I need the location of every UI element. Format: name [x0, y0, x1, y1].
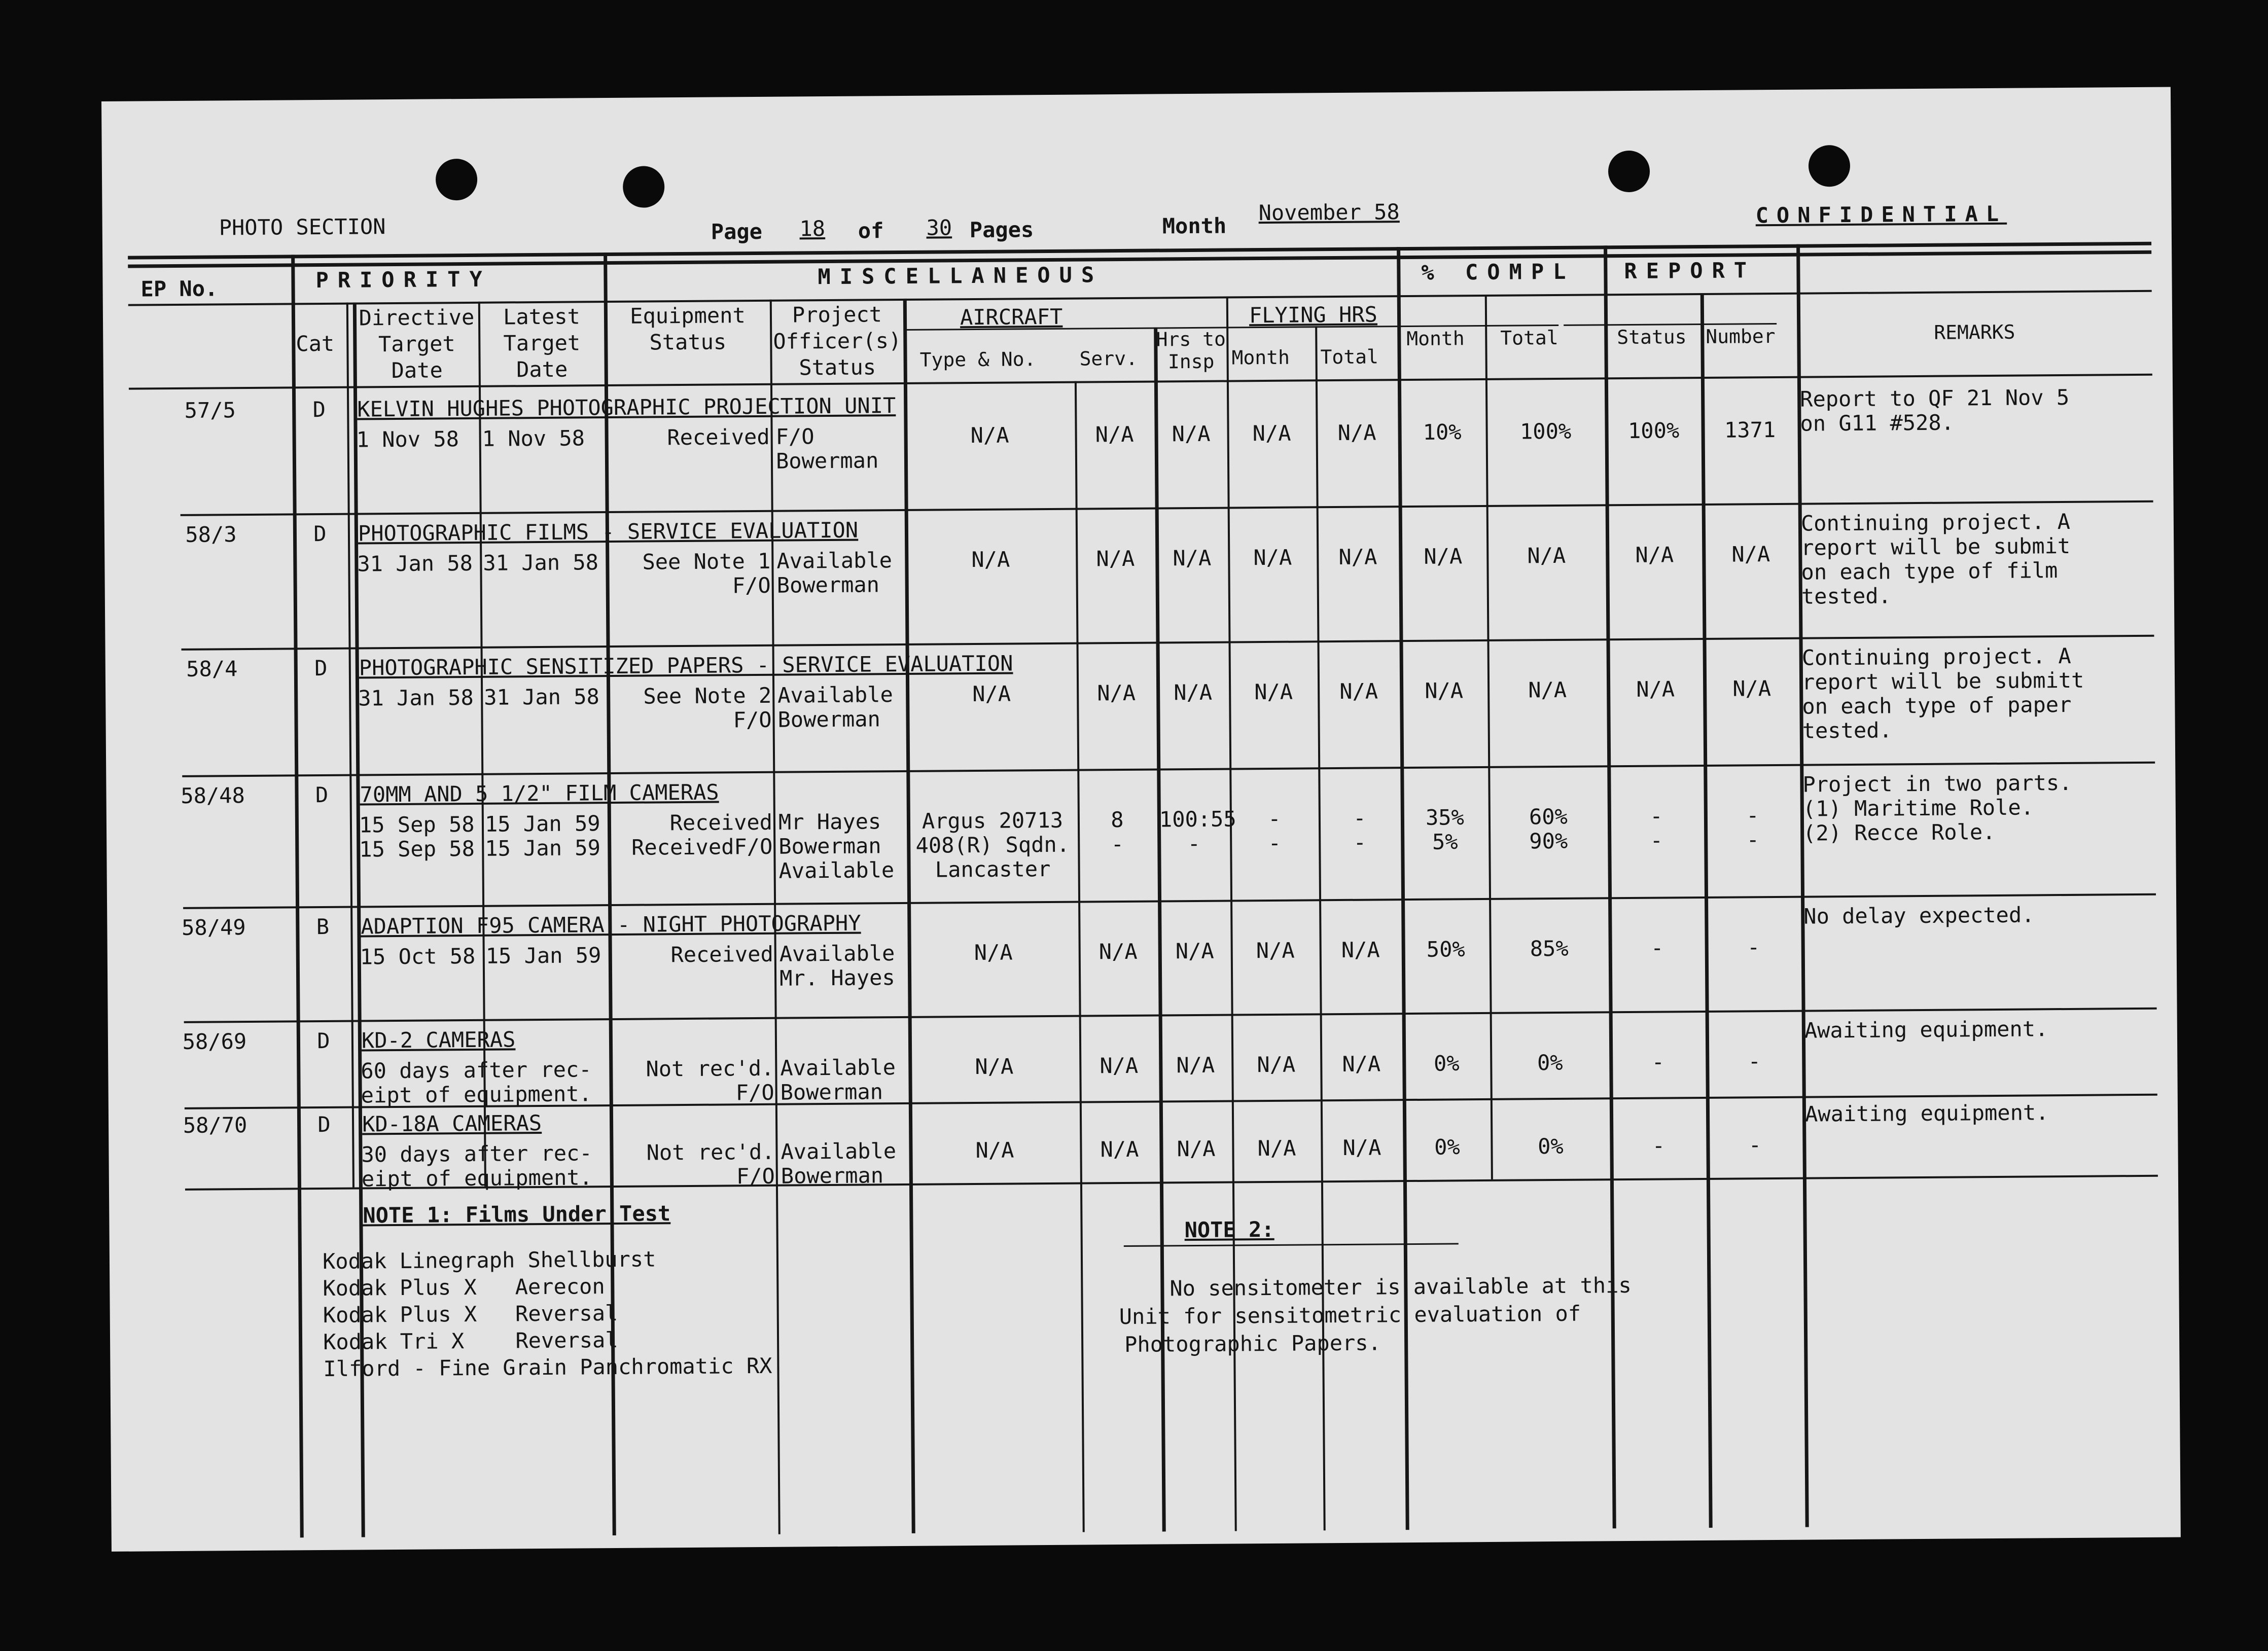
- cat-code: D: [315, 782, 329, 808]
- directive-cell: eipt of equipment.: [361, 1081, 592, 1108]
- remarks-cell: Continuing project. A: [1801, 643, 2071, 670]
- remarks-cell: Report to QF 21 Nov 5: [1800, 384, 2070, 412]
- hrs-cell: N/A: [1174, 679, 1213, 705]
- fmonth-cell: N/A: [1257, 1135, 1296, 1161]
- officer-cell: Available: [777, 682, 893, 708]
- note-1-line: Kodak Plus X Aerecon: [323, 1274, 605, 1301]
- directive-cell: 1 Nov 58: [356, 426, 459, 452]
- project-title: KD-2 CAMERAS: [361, 1027, 516, 1053]
- officer-cell: Available: [781, 1138, 897, 1164]
- latest-cell: 15 Jan 59: [485, 835, 601, 861]
- officer-cell: Bowerman: [778, 833, 881, 859]
- officer-cell: Available: [779, 941, 895, 966]
- page-header: [101, 87, 2171, 244]
- project-title: KD-18A CAMERAS: [362, 1110, 542, 1137]
- project-title: 70MM AND 5 1/2" FILM CAMERAS: [360, 779, 719, 807]
- header-flying-total: Total: [1320, 345, 1379, 369]
- note-1-line: Kodak Linegraph Shellburst: [322, 1246, 656, 1274]
- latest-cell: 1 Nov 58: [482, 425, 585, 451]
- document-sheet: [101, 87, 2181, 1552]
- officer-cell: Bowerman: [775, 448, 879, 474]
- header-ep-no: EP No.: [140, 276, 218, 302]
- header-report-number: Number: [1706, 325, 1776, 348]
- header-percent-compl: % COMPL: [1421, 259, 1575, 285]
- header-serv: Serv.: [1079, 347, 1138, 370]
- officer-cell: Mr. Hayes: [779, 965, 895, 991]
- ctotal-cell: 0%: [1537, 1133, 1564, 1159]
- rstatus-cell: N/A: [1636, 676, 1675, 702]
- serv-cell: N/A: [1100, 1136, 1139, 1162]
- equipment-cell: See Note 1: [642, 548, 771, 575]
- hrs-cell: N/A: [1172, 421, 1211, 447]
- project-title: ADAPTION F95 CAMERA - NIGHT PHOTOGRAPHY: [361, 910, 861, 939]
- project-title: PHOTOGRAPHIC SENSITIZED PAPERS - SERVICE EVALUATION: [359, 651, 1013, 680]
- officer-cell: Available: [780, 1055, 896, 1081]
- aircraft-cell: N/A: [974, 940, 1013, 965]
- directive-cell: 15 Oct 58: [360, 943, 476, 970]
- header-latest-date: Latest Target Date: [503, 304, 581, 382]
- remarks-cell: tested.: [1802, 717, 1892, 743]
- ftotal-cell: N/A: [1338, 544, 1377, 569]
- aircraft-cell: N/A: [972, 681, 1011, 707]
- header-priority: PRIORITY: [315, 266, 491, 293]
- ctotal-cell: 90%: [1529, 828, 1568, 854]
- officer-cell: Mr Hayes: [778, 809, 881, 835]
- rstatus-cell: 100%: [1627, 418, 1680, 444]
- rnumber-cell: -: [1748, 1132, 1762, 1158]
- cat-code: B: [316, 914, 330, 940]
- cmonth-cell: 5%: [1432, 829, 1458, 854]
- officer-cell: Available: [776, 548, 893, 573]
- month-value: November 58: [1258, 199, 1400, 226]
- equipment-cell: Received: [670, 941, 773, 967]
- serv-cell: N/A: [1095, 421, 1134, 447]
- month-label: Month: [1162, 213, 1227, 239]
- fmonth-cell: N/A: [1252, 420, 1291, 446]
- directive-cell: 31 Jan 58: [357, 550, 473, 577]
- ftotal-cell: N/A: [1342, 1051, 1381, 1076]
- fmonth-cell: -: [1268, 806, 1281, 831]
- cmonth-cell: 10%: [1423, 419, 1462, 445]
- punch-hole: [436, 159, 478, 201]
- serv-cell: 8: [1111, 807, 1124, 833]
- note-2-title: NOTE 2:: [1184, 1216, 1274, 1243]
- header-compl-month: Month: [1406, 327, 1465, 350]
- header-hrs-to-insp: Hrs to Insp: [1156, 328, 1226, 373]
- hrs-cell: -: [1187, 831, 1201, 856]
- aircraft-cell: N/A: [970, 422, 1009, 448]
- latest-cell: 31 Jan 58: [483, 550, 599, 576]
- rnumber-cell: N/A: [1731, 542, 1770, 567]
- serv-cell: N/A: [1096, 546, 1135, 571]
- serv-cell: N/A: [1097, 680, 1136, 706]
- ctotal-cell: 100%: [1519, 418, 1572, 444]
- page-number: 18: [799, 216, 826, 241]
- ftotal-cell: N/A: [1339, 678, 1378, 704]
- ftotal-cell: N/A: [1341, 937, 1380, 962]
- page-word: Page: [711, 219, 763, 244]
- rnumber-cell: -: [1747, 935, 1760, 960]
- total-pages: 30: [926, 215, 952, 240]
- equipment-cell: F/O: [735, 1080, 774, 1105]
- ftotal-cell: N/A: [1337, 420, 1376, 445]
- ftotal-cell: -: [1353, 805, 1366, 831]
- directive-cell: eipt of equipment.: [361, 1165, 593, 1192]
- cmonth-cell: 35%: [1425, 805, 1465, 830]
- equipment-cell: Received: [667, 424, 770, 450]
- equipment-cell: F/O: [733, 707, 772, 733]
- cat-code: D: [313, 521, 327, 547]
- header-project-officer: Project Officer(s) Status: [773, 302, 902, 380]
- cat-code: D: [312, 397, 326, 422]
- note-2-line: No sensitometer is available at this: [1170, 1272, 1632, 1301]
- ctotal-cell: N/A: [1527, 543, 1566, 568]
- hrs-cell: N/A: [1173, 545, 1212, 571]
- header-cat: Cat: [296, 331, 335, 356]
- header-remarks: REMARKS: [1934, 320, 2015, 344]
- rstatus-cell: -: [1650, 828, 1663, 853]
- ep-number: 58/3: [185, 522, 237, 547]
- remarks-cell: Project in two parts.: [1802, 770, 2072, 797]
- latest-cell: 31 Jan 58: [484, 684, 599, 710]
- header-report: REPORT: [1624, 258, 1756, 284]
- officer-cell: Bowerman: [781, 1163, 884, 1189]
- table-grid: [101, 87, 2171, 101]
- ftotal-cell: -: [1353, 830, 1367, 855]
- cmonth-cell: 0%: [1434, 1134, 1460, 1160]
- ctotal-cell: 85%: [1530, 936, 1569, 961]
- cat-code: D: [314, 655, 328, 681]
- classification-stamp: CONFIDENTIAL: [1755, 201, 2007, 228]
- directive-cell: 31 Jan 58: [358, 685, 474, 711]
- officer-cell: Bowerman: [776, 572, 880, 598]
- fmonth-cell: -: [1268, 830, 1282, 855]
- rstatus-cell: -: [1650, 803, 1663, 829]
- header-miscellaneous: MISCELLANEOUS: [818, 262, 1104, 290]
- rstatus-cell: -: [1650, 935, 1664, 960]
- note-1-line: Kodak Plus X Reversal: [323, 1300, 618, 1328]
- project-title: PHOTOGRAPHIC FILMS - SERVICE EVALUATION: [358, 517, 859, 546]
- serv-cell: N/A: [1100, 1053, 1139, 1079]
- rnumber-cell: N/A: [1732, 676, 1771, 701]
- pages-word: Pages: [969, 217, 1034, 243]
- equipment-cell: Received: [669, 809, 773, 836]
- cmonth-cell: N/A: [1425, 678, 1464, 703]
- fmonth-cell: N/A: [1256, 938, 1295, 963]
- remarks-cell: report will be submit: [1801, 533, 2071, 560]
- rnumber-cell: -: [1746, 803, 1759, 828]
- aircraft-cell: Lancaster: [935, 856, 1051, 882]
- rstatus-cell: -: [1651, 1049, 1665, 1074]
- project-title: KELVIN HUGHES PHOTOGRAPHIC PROJECTION UNIT: [357, 393, 896, 422]
- remarks-cell: (2) Recce Role.: [1802, 819, 1996, 846]
- ep-number: 58/4: [186, 656, 238, 681]
- equipment-cell: ReceivedF/O: [631, 834, 773, 860]
- ep-number: 58/69: [182, 1029, 247, 1054]
- equipment-cell: F/O: [732, 572, 771, 598]
- equipment-cell: See Note 2: [643, 683, 772, 709]
- rstatus-cell: -: [1652, 1133, 1665, 1158]
- cmonth-cell: N/A: [1424, 544, 1463, 569]
- officer-cell: Bowerman: [777, 706, 881, 732]
- rnumber-cell: -: [1746, 827, 1760, 852]
- remarks-cell: Awaiting equipment.: [1804, 1100, 2049, 1127]
- latest-cell: 15 Jan 59: [484, 811, 600, 837]
- aircraft-cell: N/A: [975, 1054, 1014, 1080]
- cmonth-cell: 50%: [1426, 937, 1465, 962]
- header-flying-hrs: FLYING HRS: [1249, 302, 1378, 328]
- hrs-cell: 100:55: [1159, 806, 1236, 832]
- remarks-cell: (1) Maritime Role.: [1802, 795, 2034, 821]
- aircraft-cell: N/A: [971, 547, 1010, 572]
- serv-cell: -: [1111, 831, 1124, 857]
- remarks-cell: Continuing project. A: [1800, 509, 2071, 536]
- header-equipment-status: Equipment Status: [630, 303, 746, 355]
- ctotal-cell: 0%: [1537, 1050, 1563, 1075]
- remarks-cell: on each type of film: [1801, 558, 2058, 585]
- serv-cell: N/A: [1098, 939, 1138, 964]
- note-1-title: NOTE 1: Films Under Test: [363, 1201, 671, 1228]
- fmonth-cell: N/A: [1254, 679, 1293, 705]
- punch-hole: [1809, 145, 1851, 187]
- punch-hole: [623, 166, 665, 208]
- remarks-cell: No delay expected.: [1803, 902, 2035, 929]
- header-aircraft: AIRCRAFT: [960, 304, 1063, 330]
- equipment-cell: Not rec'd.: [646, 1055, 774, 1082]
- remarks-cell: report will be submitt: [1801, 667, 2084, 695]
- remarks-cell: on G11 #528.: [1800, 410, 1955, 436]
- aircraft-cell: N/A: [975, 1137, 1014, 1163]
- hrs-cell: N/A: [1176, 1052, 1215, 1078]
- rnumber-cell: 1371: [1724, 417, 1776, 443]
- equipment-cell: Not rec'd.: [646, 1139, 775, 1165]
- note-2-line: Unit for sensitometric evaluation of: [1119, 1301, 1581, 1330]
- directive-cell: 15 Sep 58: [359, 836, 475, 862]
- hrs-cell: N/A: [1177, 1136, 1216, 1162]
- aircraft-cell: 408(R) Sqdn.: [915, 832, 1070, 858]
- directive-cell: 30 days after rec-: [361, 1140, 592, 1167]
- header-flying-month: Month: [1231, 346, 1290, 369]
- header-directive-date: Directive Target Date: [359, 304, 475, 383]
- ftotal-cell: N/A: [1342, 1135, 1381, 1160]
- officer-cell: Bowerman: [780, 1079, 883, 1105]
- ctotal-cell: 60%: [1529, 804, 1568, 830]
- remarks-cell: Awaiting equipment.: [1804, 1016, 2048, 1043]
- ep-number: 57/5: [184, 398, 236, 423]
- note-2-line: Photographic Papers.: [1124, 1330, 1381, 1357]
- section-name: PHOTO SECTION: [219, 214, 386, 240]
- note-1-line: Ilford - Fine Grain Panchromatic RX: [323, 1353, 772, 1382]
- officer-cell: F/O: [775, 424, 814, 449]
- rnumber-cell: -: [1748, 1049, 1761, 1074]
- ep-number: 58/70: [183, 1112, 247, 1138]
- fmonth-cell: N/A: [1257, 1052, 1296, 1078]
- ctotal-cell: N/A: [1528, 677, 1567, 703]
- rstatus-cell: N/A: [1635, 542, 1674, 567]
- fmonth-cell: N/A: [1253, 545, 1292, 570]
- header-compl-total: Total: [1500, 326, 1558, 349]
- directive-cell: 60 days after rec-: [361, 1057, 592, 1084]
- remarks-cell: tested.: [1801, 583, 1892, 609]
- header-report-status: Status: [1617, 326, 1687, 349]
- equipment-cell: F/O: [736, 1163, 775, 1189]
- ep-number: 58/49: [181, 915, 246, 940]
- remarks-cell: on each type of paper: [1802, 692, 2072, 719]
- cat-code: D: [317, 1028, 330, 1054]
- directive-cell: 15 Sep 58: [359, 811, 475, 838]
- cat-code: D: [317, 1111, 331, 1137]
- header-type-no: Type & No.: [919, 348, 1036, 371]
- officer-cell: Available: [778, 857, 895, 883]
- hrs-cell: N/A: [1175, 938, 1214, 964]
- of-word: of: [858, 218, 884, 243]
- latest-cell: 15 Jan 59: [485, 943, 601, 968]
- punch-hole: [1608, 151, 1650, 193]
- ep-number: 58/48: [181, 783, 245, 808]
- note-1-line: Kodak Tri X Reversal: [323, 1327, 618, 1355]
- aircraft-cell: Argus 20713: [922, 807, 1064, 834]
- cmonth-cell: 0%: [1433, 1051, 1460, 1076]
